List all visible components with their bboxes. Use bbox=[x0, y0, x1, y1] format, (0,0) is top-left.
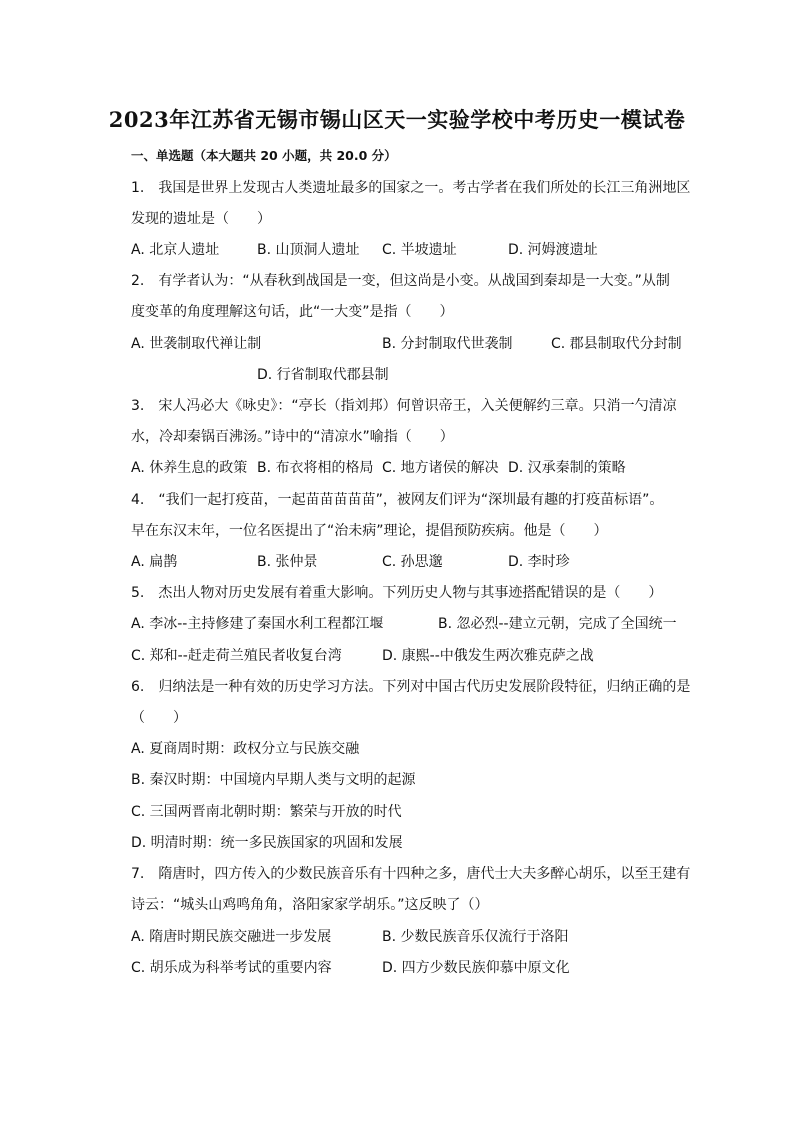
exam-title: 2023年江苏省无锡市锡山区天一实验学校中考历史一模试卷 bbox=[108, 107, 686, 132]
question-4-line-1: 4. “我们一起打疫苗，一起苗苗苗苗苗”，被网友们评为“深圳最有趣的打疫苗标语”。 bbox=[131, 492, 664, 508]
question-7-line-1: 7. 隋唐时，四方传入的少数民族音乐有十四种之多，唐代士大夫多醉心胡乐，以至王建有 bbox=[131, 866, 691, 882]
question-4-option-d: D. 李时珍 bbox=[508, 554, 570, 570]
question-3-line-1: 3. 宋人冯必大《咏史》：“亭长（指刘邦）何曾识帝王，入关便解约三章。只消一勺清凉 bbox=[131, 398, 677, 414]
question-5-option-a: A. 李冰--主持修建了秦国水利工程都江堰 bbox=[131, 616, 384, 632]
question-5-option-d: D. 康熙--中俄发生两次雅克萨之战 bbox=[382, 648, 594, 664]
question-4-option-b: B. 张仲景 bbox=[257, 554, 318, 570]
question-5-line-1: 5. 杰出人物对历史发展有着重大影响。下列历史人物与其事迹搭配错误的是（ ） bbox=[131, 585, 663, 601]
question-1-line-2: 发现的遗址是（ ） bbox=[131, 211, 271, 227]
section-heading: 一、单选题（本大题共 20 小题，共 20.0 分） bbox=[131, 148, 397, 163]
question-1-option-d: D. 河姆渡遗址 bbox=[508, 242, 598, 258]
question-6-option-c: C. 三国两晋南北朝时期：繁荣与开放的时代 bbox=[131, 804, 402, 820]
question-7-option-d: D. 四方少数民族仰慕中原文化 bbox=[382, 960, 570, 976]
question-1-option-b: B. 山顶洞人遗址 bbox=[257, 242, 360, 258]
question-1-option-a: A. 北京人遗址 bbox=[131, 242, 220, 258]
question-2-line-2: 度变革的角度理解这句话，此“一大变”是指（ ） bbox=[131, 304, 454, 320]
question-3-option-d: D. 汉承秦制的策略 bbox=[508, 460, 626, 476]
question-6-option-b: B. 秦汉时期：中国境内早期人类与文明的起源 bbox=[131, 772, 416, 788]
question-7-option-b: B. 少数民族音乐仅流行于洛阳 bbox=[382, 929, 569, 945]
question-3-option-b: B. 布衣将相的格局 bbox=[257, 460, 374, 476]
question-2-option-b: B. 分封制取代世袭制 bbox=[382, 336, 513, 352]
question-1-line-1: 1. 我国是世界上发现古人类遗址最多的国家之一。考古学者在我们所处的长江三角洲地区 bbox=[131, 180, 691, 196]
question-2-line-1: 2. 有学者认为：“从春秋到战国是一变，但这尚是小变。从战国到秦却是一大变。”从制 bbox=[131, 273, 670, 289]
question-3-option-c: C. 地方诸侯的解决 bbox=[382, 460, 499, 476]
question-7-option-a: A. 隋唐时期民族交融进一步发展 bbox=[131, 929, 332, 945]
question-7-line-2: 诗云：“城头山鸡鸣角角，洛阳家家学胡乐。”这反映了（） bbox=[131, 897, 489, 913]
question-6-option-a: A. 夏商周时期：政权分立与民族交融 bbox=[131, 741, 360, 757]
question-3-line-2: 水，冷却秦锅百沸汤。”诗中的“清凉水”喻指（ ） bbox=[131, 429, 454, 445]
question-3-option-a: A. 休养生息的政策 bbox=[131, 460, 248, 476]
question-4-option-a: A. 扁鹊 bbox=[131, 554, 178, 570]
question-2-option-c: C. 郡县制取代分封制 bbox=[551, 336, 682, 352]
question-5-option-b: B. 忽必烈--建立元朝，完成了全国统一 bbox=[438, 616, 677, 632]
question-1-option-c: C. 半坡遗址 bbox=[382, 242, 457, 258]
question-4-line-2: 早在东汉末年，一位名医提出了“治未病”理论，提倡预防疾病。他是（ ） bbox=[131, 523, 608, 539]
question-6-line-1: 6. 归纳法是一种有效的历史学习方法。下列对中国古代历史发展阶段特征，归纳正确的是 bbox=[131, 679, 691, 695]
question-4-option-c: C. 孙思邈 bbox=[382, 554, 443, 570]
question-5-option-c: C. 郑和--赶走荷兰殖民者收复台湾 bbox=[131, 648, 342, 664]
question-6-option-d: D. 明清时期：统一多民族国家的巩固和发展 bbox=[131, 835, 403, 851]
question-2-option-d: D. 行省制取代郡县制 bbox=[257, 367, 389, 383]
question-7-option-c: C. 胡乐成为科举考试的重要内容 bbox=[131, 960, 332, 976]
question-6-line-2: （ ） bbox=[131, 710, 187, 726]
question-2-option-a: A. 世袭制取代禅让制 bbox=[131, 336, 262, 352]
